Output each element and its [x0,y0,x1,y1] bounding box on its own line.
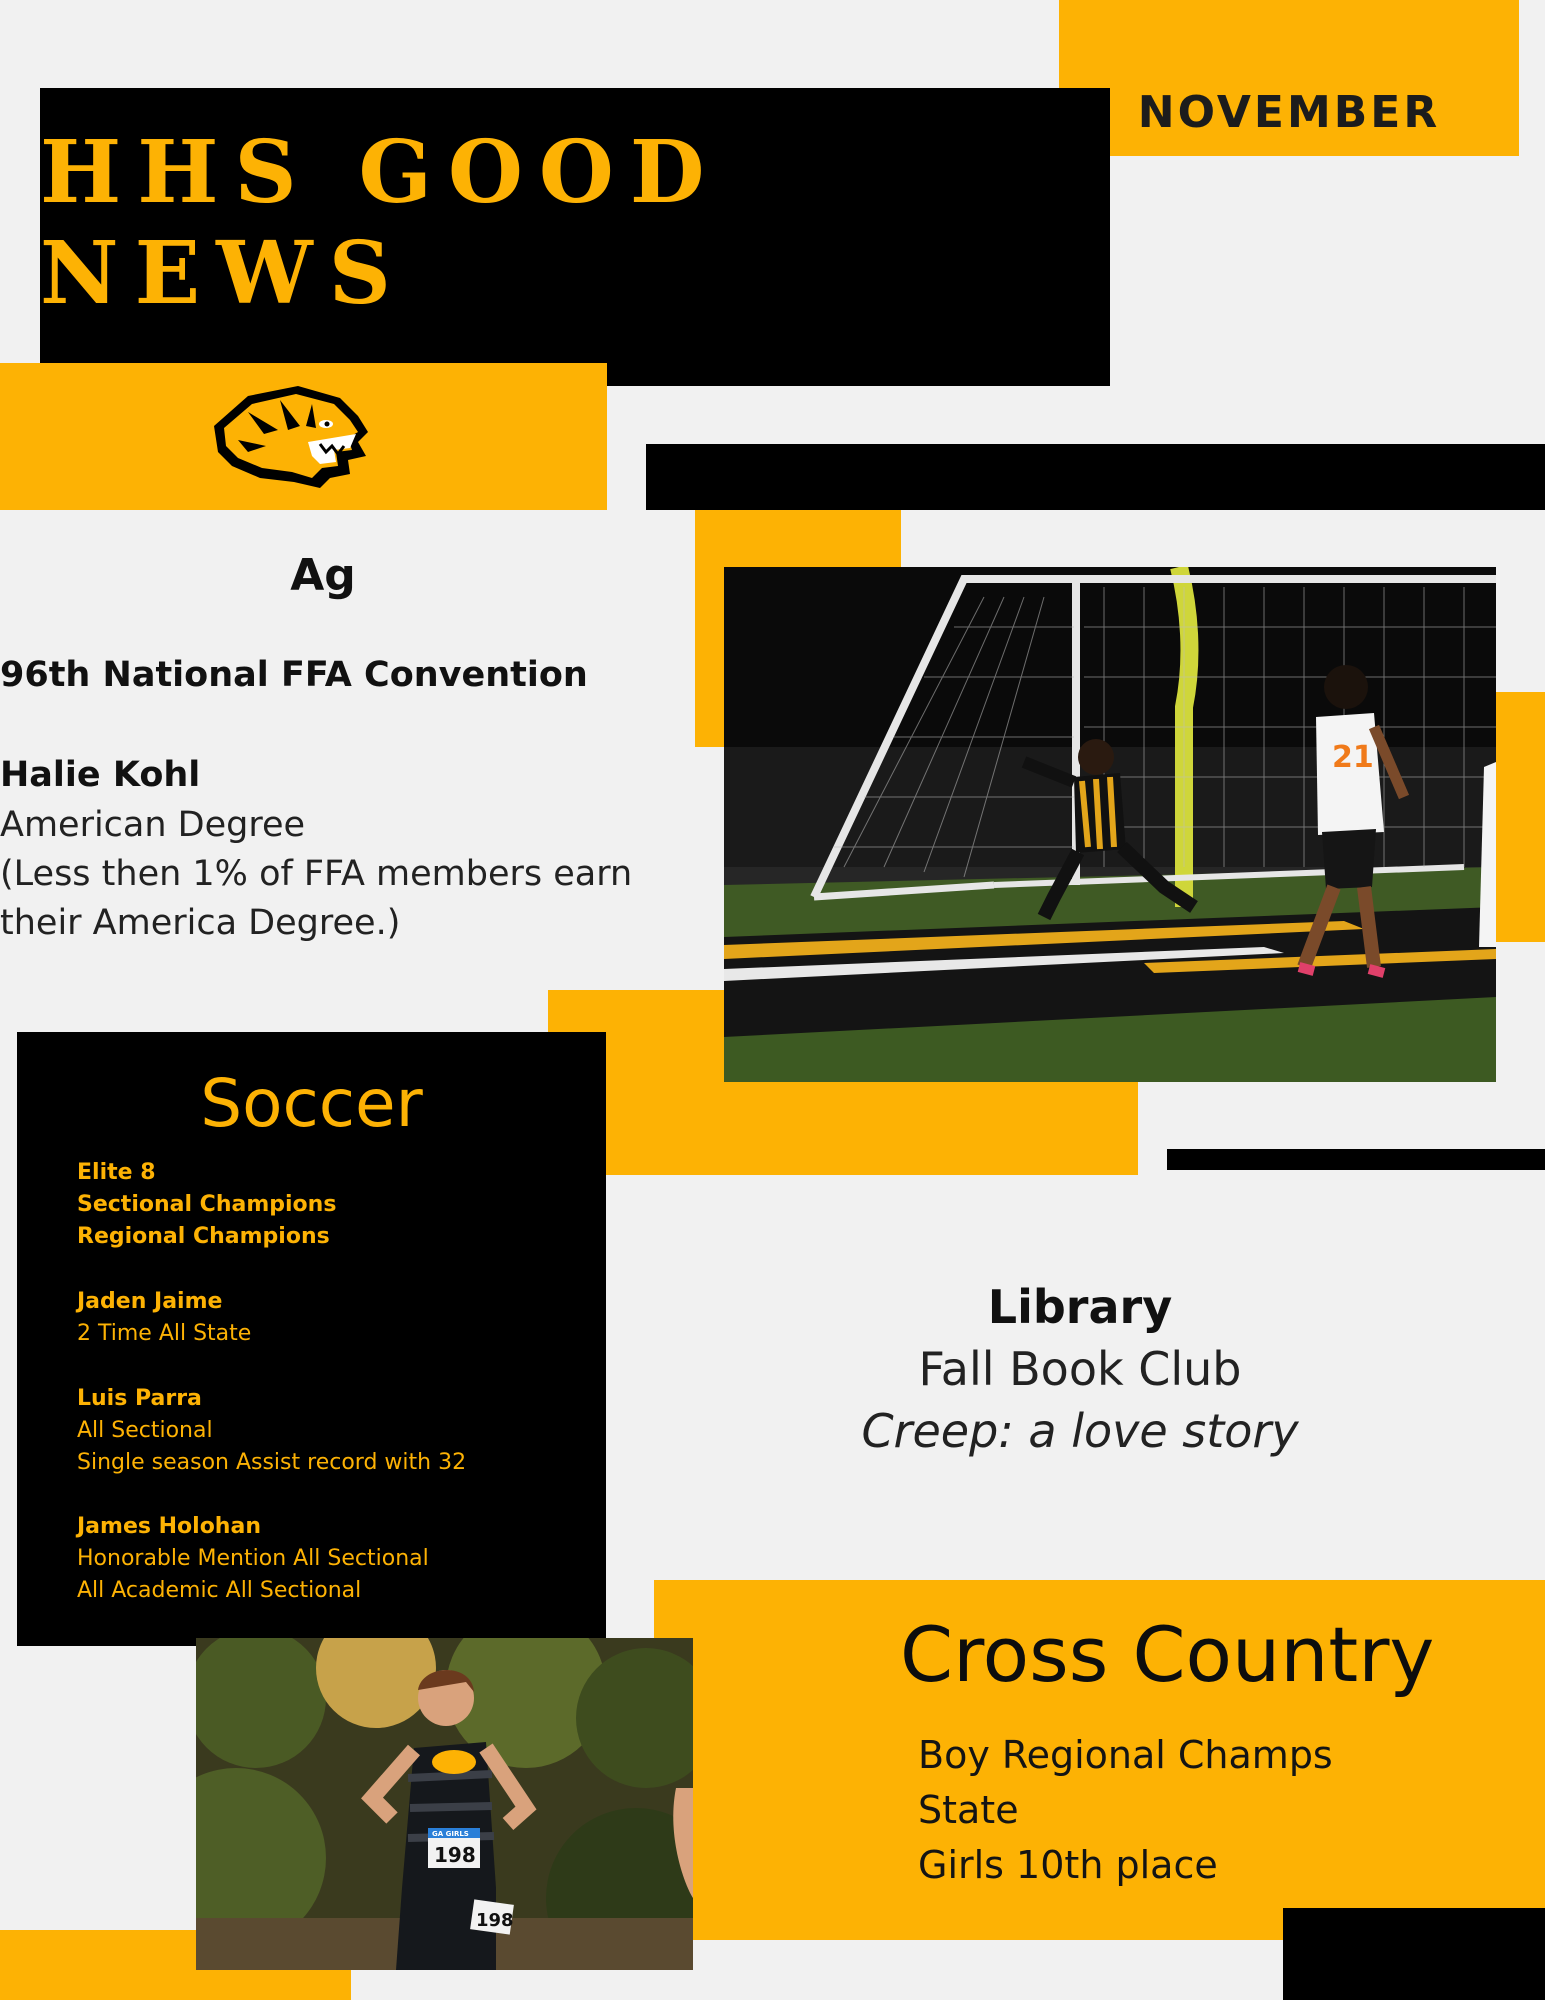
photo-gold-accent-right [1496,692,1545,942]
tiger-head-icon [208,382,374,490]
library-club: Fall Book Club [918,1342,1242,1396]
bib-top-text: GA GIRLS [432,1830,469,1838]
xc-line: Boy Regional Champs [918,1733,1333,1777]
ffa-event: 96th National FFA Convention [0,655,588,695]
soccer-team-honors [77,1157,336,1253]
cross-country-heading: Cross Country [900,1610,1435,1699]
page-title: HHS GOOD NEWS [40,122,721,324]
award-title: American Degree [0,805,306,845]
top-right-black-bar [646,444,1545,510]
award-note-line1: (Less then 1% of FFA members earn [0,854,633,894]
player-name: Luis Parra [77,1386,202,1411]
player-jaden [77,1286,251,1350]
player-name: James Holohan [77,1514,261,1539]
player-james [77,1511,429,1607]
runner-photo [196,1638,693,1970]
xc-line: State [918,1788,1019,1832]
player-honor: All Sectional [77,1418,213,1443]
library-heading: Library [987,1280,1173,1334]
player-honor: Single season Assist record with 32 [77,1450,467,1475]
student-name: Halie Kohl [0,755,201,795]
player-name: Jaden Jaime [77,1289,223,1314]
player-honor: All Academic All Sectional [77,1578,362,1603]
soccer-honor: Elite 8 [77,1160,156,1185]
library-section [820,1280,1340,1458]
player-honor: Honorable Mention All Sectional [77,1546,429,1571]
bib-number-side: 198 [476,1910,514,1931]
bib-number: 198 [434,1843,476,1867]
soccer-honor: Regional Champions [77,1224,330,1249]
xc-line: Girls 10th place [918,1843,1218,1887]
player-luis [77,1383,466,1479]
soccer-photo [724,567,1496,1082]
jersey-number: 21 [1332,740,1374,775]
award-note-line2: their America Degree.) [0,903,401,943]
bottom-right-black-block [1283,1908,1545,2000]
library-book: Creep: a love story [861,1404,1299,1458]
player-honor: 2 Time All State [77,1321,252,1346]
month-label: NOVEMBER [1137,87,1441,138]
soccer-heading: Soccer [200,1065,423,1142]
ag-heading: Ag [290,550,356,601]
soccer-honor: Sectional Champions [77,1192,337,1217]
right-black-stripe [1167,1149,1545,1170]
